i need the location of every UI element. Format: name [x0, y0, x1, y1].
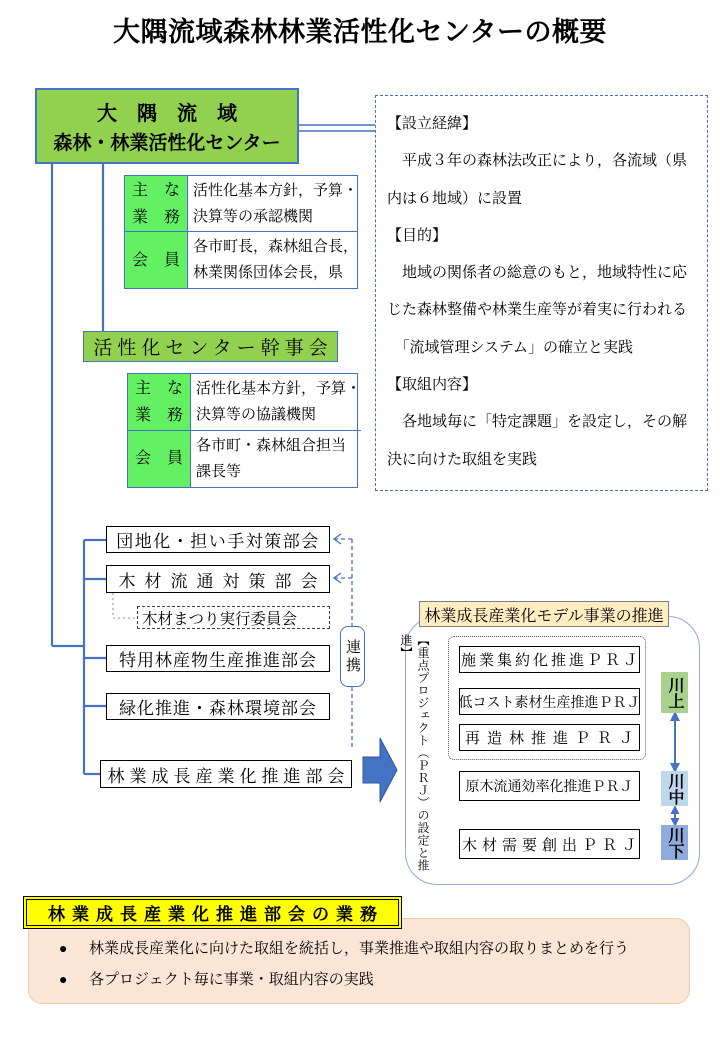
- page-title: 大隅流域森林林業活性化センターの概要: [113, 17, 607, 47]
- info-line: 各地域毎に「特定課題」を設定し，その解: [387, 413, 688, 431]
- big-right-arrow: [363, 738, 397, 802]
- center-org-box: [35, 88, 299, 164]
- committee-ringyo-seicho: 林業成長産業化推進部会: [100, 760, 352, 788]
- table1-label-members-line1: 会 員: [131, 251, 180, 269]
- table2-cell-members-line2: 課長等: [196, 462, 242, 480]
- info-line: 【目的】: [387, 226, 448, 244]
- project-segyo-shuyakuka: 施業集約化推進ＰＲＪ: [459, 646, 640, 673]
- committee-mokuzai-matsuri: 木材まつり実行委員会: [137, 606, 330, 629]
- table1-cell-main-duties-line2: 決算等の承認機関: [193, 207, 314, 225]
- table2-label-members-line1: 会 員: [134, 450, 183, 468]
- info-line: 平成３年の森林法改正により，各流域（県: [387, 152, 688, 170]
- center-org-name-line1: 大 隅 流 域: [97, 103, 237, 125]
- task-item-text: 林業成長産業化に向けた取組を統括し，事業推進や取組内容の取りまとめを行う: [89, 940, 630, 957]
- info-line: じた森林整備や林業生産等が着実に行われる: [387, 301, 688, 319]
- info-line: 「流域管理システム」の確立と実践: [387, 338, 634, 356]
- committee-ryokka-suishin: 緑化推進・森林環境部会: [106, 693, 330, 720]
- table2-cell-main-duties: [191, 374, 361, 431]
- task-panel: [28, 918, 690, 1004]
- flow-tag-downstream: 川下: [661, 825, 688, 860]
- committee-tokuyo-rinsanbutsu: 特用林産物生産推進部会: [106, 645, 330, 672]
- bottom-heading-label: 林業成長産業化推進部会の業務: [26, 899, 399, 926]
- table1-label-main-duties-line2: 業 務: [131, 208, 180, 226]
- secretariat-table: [127, 373, 362, 488]
- project-mokuzai-juyo: 木材需要創出ＰＲＪ: [459, 829, 640, 859]
- info-line: 決に向けた取組を実践: [387, 450, 538, 468]
- center-org-name-line2: 森林・林業活性化センター: [53, 133, 281, 154]
- info-panel: [375, 95, 708, 491]
- cooperation-pill: 連携: [340, 626, 365, 687]
- info-line: 内は６地域）に設置: [387, 189, 523, 207]
- table2-label-main-duties: [128, 374, 191, 431]
- task-item: [59, 933, 689, 964]
- table1-cell-members: [188, 232, 358, 288]
- table2-label-members: [128, 431, 191, 488]
- table2-label-main-duties-line1: 主 な: [134, 379, 183, 397]
- table1-label-main-duties-line1: 主 な: [131, 181, 180, 199]
- secretariat-box: 活性化センター幹事会: [83, 331, 338, 362]
- model-panel-side-label: 【重点プロジェクト（ＰＲＪ）の設定と推進】: [399, 634, 430, 872]
- table1-cell-main-duties: [188, 176, 358, 232]
- project-saizorin: 再造林推進ＰＲＪ: [459, 724, 640, 751]
- flow-tag-upstream: 川上: [661, 672, 688, 713]
- task-item-text: 各プロジェクト毎に事業・取組内容の実践: [89, 971, 374, 988]
- committee-danchika: 団地化・担い手対策部会: [106, 526, 330, 553]
- table1-label-main-duties: [125, 176, 188, 232]
- bullet-icon: ●: [59, 940, 68, 956]
- table2-cell-members-line1: 各市町・森林組合担当: [196, 436, 347, 454]
- center-org-table: [124, 175, 358, 289]
- project-genboku-ryutsu: 原木流通効率化推進ＰＲＪ: [459, 771, 640, 801]
- table1-cell-members-line1: 各市町長，森林組合長，: [193, 238, 359, 255]
- committee-mokuzai-ryutsu: 木材流通対策部会: [106, 565, 330, 593]
- bullet-icon: ●: [59, 971, 68, 987]
- table1-cell-members-line2: 林業関係団体会長，県: [193, 264, 344, 281]
- table2-cell-main-duties-line2: 決算等の協議機関: [196, 405, 317, 423]
- project-low-cost-sozai: 低コスト素材生産推進ＰＲＪ: [459, 688, 640, 715]
- dotted-link-matsuri: [113, 593, 137, 618]
- table2-cell-members: [191, 431, 361, 488]
- info-line: 【設立経緯】: [387, 115, 478, 132]
- task-item: [59, 964, 689, 995]
- info-line: 地域の関係者の総意のもと，地域特性に応: [387, 264, 688, 282]
- flow-tag-midstream: 川中: [661, 771, 688, 806]
- table1-cell-main-duties-line1: 活性化基本方針，予算・: [193, 181, 359, 199]
- table1-label-members: [125, 232, 188, 288]
- table2-label-main-duties-line2: 業 務: [134, 406, 183, 424]
- model-panel-header: 林業成長産業化モデル事業の推進: [419, 601, 669, 627]
- bottom-heading-box: [23, 896, 402, 929]
- table2-cell-main-duties-line1: 活性化基本方針，予算・: [196, 379, 362, 397]
- info-line: 【取組内容】: [387, 376, 478, 394]
